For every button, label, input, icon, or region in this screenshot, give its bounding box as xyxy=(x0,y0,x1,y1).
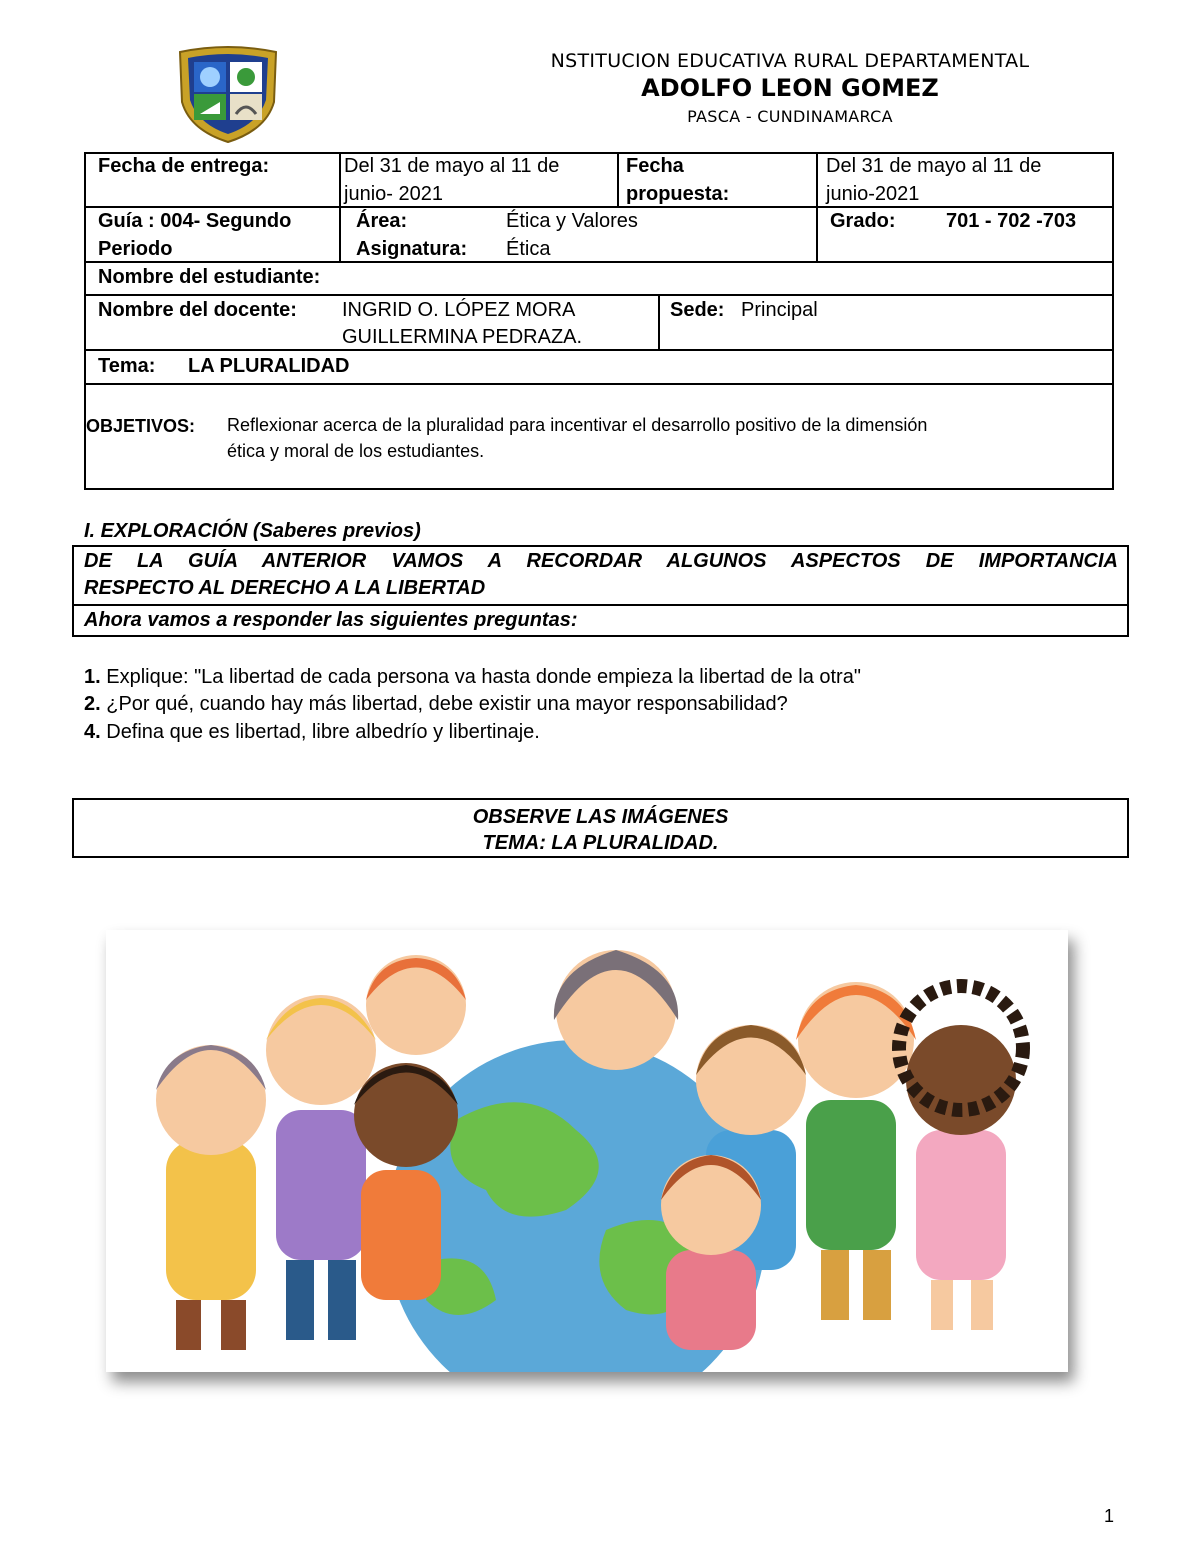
divider xyxy=(84,349,1114,351)
question-text: ¿Por qué, cuando hay más libertad, debe existir una mayor responsabilidad? xyxy=(100,693,788,715)
teacher-name-value-2: GUILLERMINA PEDRAZA. xyxy=(342,326,583,348)
divider xyxy=(816,152,818,262)
proposed-date-label-1: Fecha xyxy=(626,155,684,177)
institution-location: PASCA - CUNDINAMARCA xyxy=(687,107,893,126)
proposed-date-value-1: Del 31 de mayo al 11 de xyxy=(826,155,1042,177)
teacher-name-value-1: INGRID O. LÓPEZ MORA xyxy=(342,299,576,321)
question-number: 2. xyxy=(84,693,101,715)
grade-label: Grado: xyxy=(830,210,896,232)
question-number: 4. xyxy=(84,721,101,743)
divider xyxy=(617,152,619,207)
exploration-box-line-2: RESPECTO AL DERECHO A LA LIBERTAD xyxy=(84,577,486,599)
objectives-line-1: Reflexionar acerca de la pluralidad para incentivar el desarrollo positivo de la dimensión xyxy=(227,415,928,435)
divider xyxy=(84,383,1114,385)
exploration-box-line-1: DE LA GUÍA ANTERIOR VAMOS A RECORDAR ALGUNOS ASPECTOS DE IMPORTANCIA xyxy=(84,550,1118,572)
question-number: 1. xyxy=(84,666,101,688)
divider xyxy=(658,294,660,350)
page-number: 1 xyxy=(1104,1506,1115,1526)
question-item xyxy=(84,718,540,746)
divider xyxy=(339,152,341,262)
proposed-date-value-2: junio-2021 xyxy=(826,183,920,205)
exploration-box-line-3: Ahora vamos a responder las siguientes preguntas: xyxy=(84,609,578,631)
objectives-label: OBJETIVOS: xyxy=(86,416,196,436)
objectives-line-2: ética y moral de los estudiantes. xyxy=(227,441,485,461)
question-text: Defina que es libertad, libre albedrío y libertinaje. xyxy=(100,721,540,743)
delivery-date-label: Fecha de entrega: xyxy=(98,155,270,177)
delivery-date-value-2: junio- 2021 xyxy=(344,183,443,205)
site-value: Principal xyxy=(741,299,818,321)
teacher-name-label: Nombre del docente: xyxy=(98,299,297,321)
observe-line-2: TEMA: LA PLURALIDAD. xyxy=(482,832,719,854)
topic-label: Tema: xyxy=(98,355,156,377)
observe-box xyxy=(72,798,1129,858)
guide-label-1: Guía : 004- Segundo xyxy=(98,210,292,232)
guide-label-2: Periodo xyxy=(98,238,173,260)
area-value: Ética y Valores xyxy=(506,210,638,232)
school-crest-icon xyxy=(176,44,280,144)
question-text: Explique: "La libertad de cada persona va hasta donde empieza la libertad de la otra" xyxy=(100,666,861,688)
site-label: Sede: xyxy=(670,299,725,321)
student-name-label: Nombre del estudiante: xyxy=(98,266,321,288)
question-item xyxy=(84,690,788,718)
area-label: Área: xyxy=(356,210,408,232)
observe-line-1: OBSERVE LAS IMÁGENES xyxy=(472,806,729,828)
subject-value: Ética xyxy=(506,238,551,260)
institution-name-line2: ADOLFO LEON GOMEZ xyxy=(641,74,939,102)
topic-value: LA PLURALIDAD xyxy=(188,355,350,377)
institution-name-line1: NSTITUCION EDUCATIVA RURAL DEPARTAMENTAL xyxy=(550,50,1030,72)
exploration-title: I. EXPLORACIÓN (Saberes previos) xyxy=(84,520,421,542)
children-around-globe-illustration xyxy=(106,930,1068,1372)
grade-value: 701 - 702 -703 xyxy=(946,210,1077,232)
proposed-date-label-2: propuesta: xyxy=(626,183,730,205)
subject-label: Asignatura: xyxy=(356,238,468,260)
delivery-date-value-1: Del 31 de mayo al 11 de xyxy=(344,155,560,177)
question-item xyxy=(84,663,861,691)
